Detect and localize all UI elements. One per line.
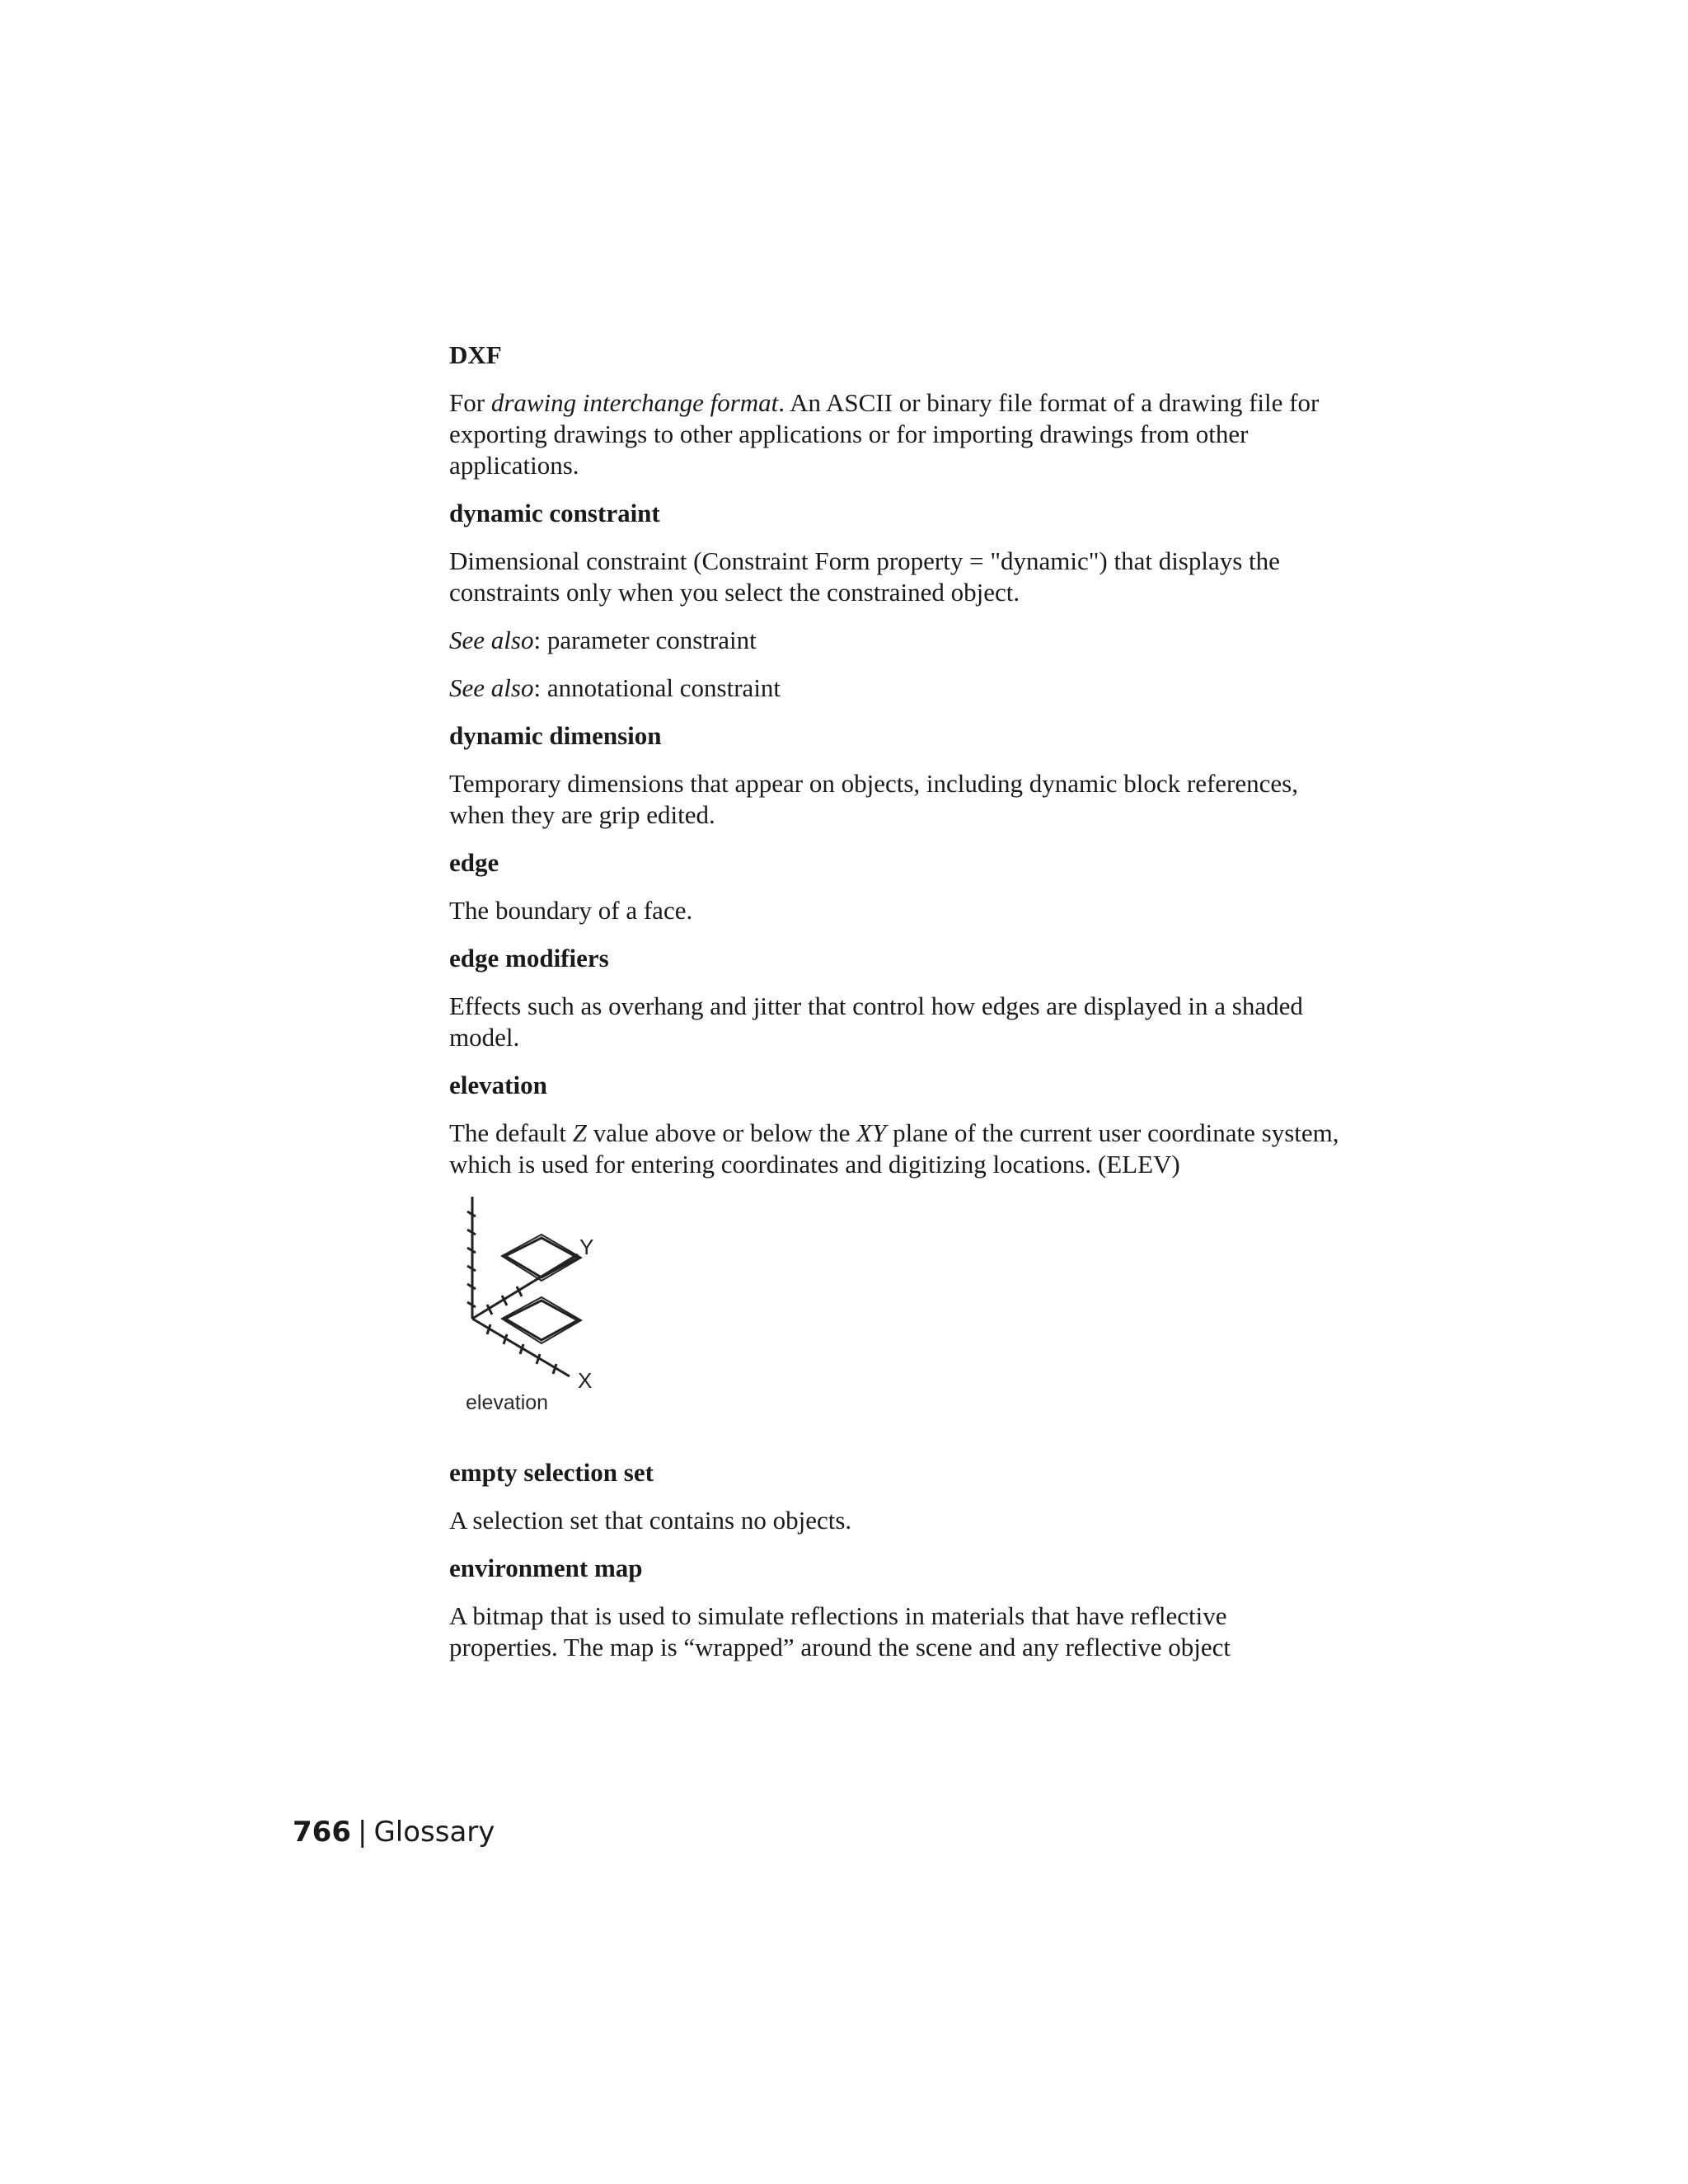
y-axis-label: Y	[579, 1235, 594, 1259]
definition-edge: The boundary of a face.	[449, 896, 693, 925]
definition-dynamic-constraint: Dimensional constraint (Constraint Form property = "dynamic") that displays the constraints only when you select the constrained object.	[449, 546, 1280, 607]
term-edge-modifiers: edge modifiers	[449, 944, 609, 972]
term-environment-map: environment map	[449, 1554, 643, 1582]
term-dxf: DXF	[449, 340, 502, 369]
definition-dynamic-dimension: Temporary dimensions that appear on objects, including dynamic block references, when they are grip edited.	[449, 769, 1298, 829]
page-number: 766	[293, 1816, 351, 1849]
term-dynamic-constraint: dynamic constraint	[449, 499, 660, 527]
definition-elevation: The default Z value above or below the XY plane of the current user coordinate system, which is used for entering coordinates and digitizing locations. (ELEV)	[449, 1118, 1339, 1179]
upper-plane	[505, 1238, 578, 1277]
definition-dxf-emphasis: drawing interchange format	[490, 388, 779, 417]
see-also-parameter-constraint: See also: parameter constraint	[449, 626, 757, 654]
x-axis-label: X	[578, 1368, 593, 1393]
term-elevation: elevation	[449, 1071, 547, 1099]
definition-edge-modifiers: Effects such as overhang and jitter that control how edges are displayed in a shaded model.	[449, 991, 1303, 1052]
page-footer	[293, 1816, 495, 1849]
elevation-diagram	[454, 1197, 652, 1394]
definition-dxf: For drawing interchange format. An ASCII or binary file format of a drawing file for exporting drawings to other applications or for importing drawings from other applications.	[449, 388, 1320, 480]
glossary-content	[449, 340, 1339, 1680]
term-edge: edge	[449, 848, 499, 877]
term-empty-selection-set: empty selection set	[449, 1458, 654, 1487]
elevation-figure	[454, 1197, 652, 1427]
term-dynamic-dimension: dynamic dimension	[449, 721, 662, 750]
see-also-annotational-constraint: See also: annotational constraint	[449, 673, 781, 702]
footer-separator: |	[357, 1816, 368, 1849]
definition-environment-map: A bitmap that is used to simulate reflections in materials that have reflective properties. The map is “wrapped” around the scene and any reflective object	[449, 1601, 1231, 1661]
section-name: Glossary	[373, 1816, 495, 1849]
definition-empty-selection-set: A selection set that contains no objects.	[449, 1506, 852, 1535]
figure-caption: elevation	[466, 1391, 549, 1414]
lower-plane	[505, 1301, 578, 1340]
